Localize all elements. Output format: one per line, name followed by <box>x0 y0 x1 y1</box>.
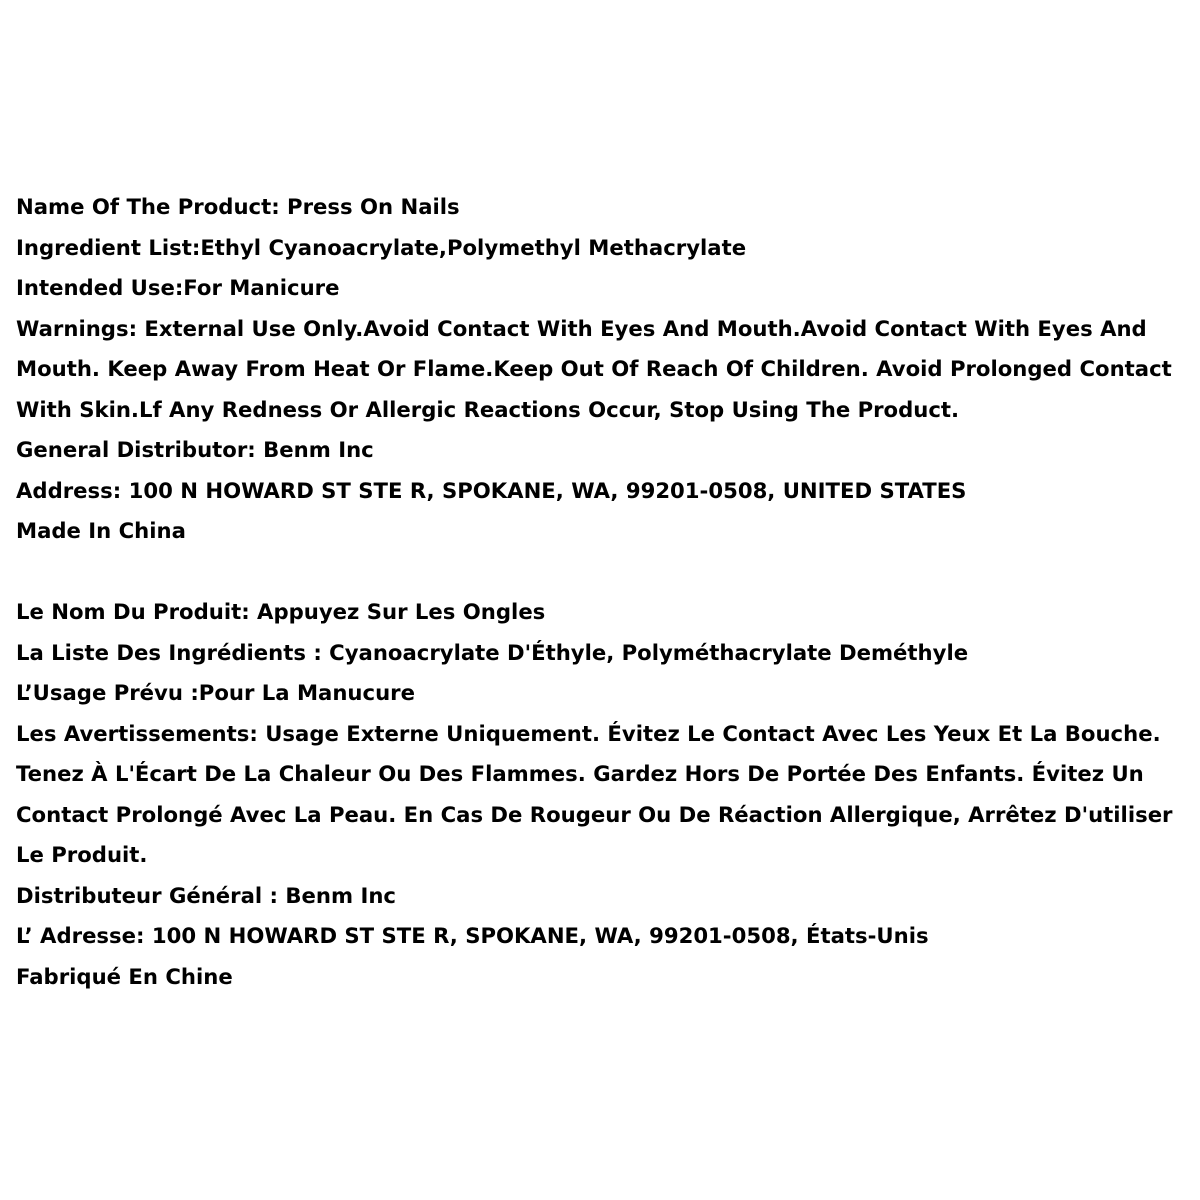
warnings-paragraph: Warnings: External Use Only.Avoid Contact With Eyes And Mouth.Avoid Contact With Eyes And Mouth. Keep Away From Heat Or Flame.Keep Out Of Reach Of Children. Avoid Prolonged Contact With Skin.Lf Any Redness Or Allergic Reactions Occur, Stop Using The Product. <box>16 315 1172 422</box>
avertissements-paragraph: Les Avertissements: Usage Externe Uniquement. Évitez Le Contact Avec Les Yeux Et La Bouche. Tenez À L'Écart De La Chaleur Ou Des Flammes. Gardez Hors De Portée Des Enfants. Évitez Un Contact Prolongé Avec La Peau. En Cas De Rougeur Ou De Réaction Allergique, Arrêtez D'utiliser Le Produit. <box>16 720 1173 867</box>
origin-line: Made In China <box>16 518 186 543</box>
liste-ingredients-line: La Liste Des Ingrédients : Cyanoacrylate D'Éthyle, Polyméthacrylate Deméthyle <box>16 639 969 665</box>
usage-prevu-line: L’Usage Prévu :Pour La Manucure <box>16 680 415 705</box>
product-name-line: Name Of The Product: Press On Nails <box>16 194 460 219</box>
intended-use-line: Intended Use:For Manicure <box>16 275 340 300</box>
english-section <box>16 187 1188 552</box>
address-line: Address: 100 N HOWARD ST STE R, SPOKANE, WA, 99201-0508, UNITED STATES <box>16 477 967 503</box>
french-section <box>16 592 1188 997</box>
adresse-line: L’ Adresse: 100 N HOWARD ST STE R, SPOKANE, WA, 99201-0508, États-Unis <box>16 923 929 948</box>
distributeur-line: Distributeur Général : Benm Inc <box>16 882 396 908</box>
nom-produit-line: Le Nom Du Produit: Appuyez Sur Les Ongles <box>16 599 546 624</box>
product-label-text <box>16 187 1188 997</box>
distributor-line: General Distributor: Benm Inc <box>16 437 374 462</box>
fabrique-line: Fabriqué En Chine <box>16 963 233 989</box>
section-spacer <box>16 552 1188 593</box>
ingredient-list-line: Ingredient List:Ethyl Cyanoacrylate,Polymethyl Methacrylate <box>16 234 747 260</box>
